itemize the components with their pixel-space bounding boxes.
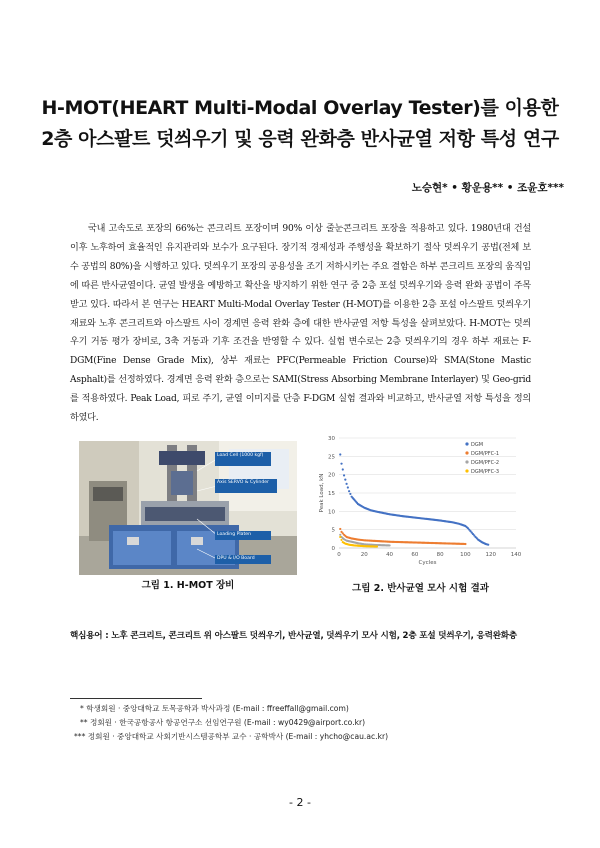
- h-mot-equipment-photo: [79, 441, 297, 575]
- data-point-dgm: [339, 453, 341, 455]
- footnote-divider: [70, 698, 202, 699]
- data-point-dgm: [343, 474, 345, 476]
- legend-marker: [465, 451, 468, 454]
- footnote-3: *** 정회원 · 중앙대학교 사회기반시스템공학부 교수 · 공학박사 (E-mail : yhcho@cau.ac.kr): [74, 732, 389, 741]
- footnote-2: ** 정회원 · 한국공항공사 항공연구소 선임연구원 (E-mail : wy0429@airport.co.kr): [80, 718, 366, 727]
- reflective-crack-chart: [303, 430, 528, 574]
- photo-label-load-cell: Load Cell (1000 kgf): [217, 453, 264, 458]
- data-point-dgm: [347, 486, 349, 488]
- photo-label-servo: Axis SERVO & Cylinder: [217, 480, 269, 485]
- x-tick-label: 120: [485, 552, 496, 558]
- y-tick-label: 25: [328, 454, 335, 461]
- paper-title-line-1: H-MOT(HEART Multi-Modal Overlay Tester)를 이용한: [41, 97, 559, 119]
- data-point-dgm-pfc-2: [388, 544, 390, 546]
- x-tick-label: 100: [460, 552, 471, 558]
- x-tick-label: 40: [386, 552, 394, 558]
- paper-title-line-2: 2층 아스팔트 덧씌우기 및 응력 완화층 반사균열 저항 특성 연구: [41, 128, 559, 150]
- legend-label: DGM/PFC-2: [471, 460, 500, 466]
- y-tick-label: 5: [331, 527, 335, 534]
- legend-marker: [465, 469, 468, 472]
- y-tick-label: 15: [328, 491, 335, 497]
- data-point-dgm: [348, 490, 350, 492]
- data-point-dgm: [342, 468, 344, 470]
- x-tick-label: 0: [337, 552, 341, 558]
- figure-2-caption: 그림 2. 반사균열 모사 시험 결과: [352, 583, 489, 594]
- data-point-dgm: [345, 483, 347, 485]
- photo-label-loading-platen: Loading Platen: [217, 532, 251, 537]
- x-axis-label: Cycles: [418, 560, 437, 566]
- author-list: 노승현* • 황운용** • 조윤호***: [411, 182, 564, 194]
- photo-label-dpu: DPU & I/O Board: [217, 556, 255, 561]
- y-tick-label: 20: [328, 472, 335, 479]
- abstract: 국내 고속도로 포장의 66%는 콘크리트 포장이며 90% 이상 줄눈콘크리트 포장을 적용하고 있다. 1980년대 건설 이후 노후하여 효율적인 유지관리와 보수가 요구된다. 장기적 경제성과 주행성을 확보하기 절삭 덧씌우기 공법(전체 보수 공법의 80%)을 시행하고 있다. 덧씌우기 포장의 공용성을 조기 저하시키는 주요 결함은 하부 콘크리트 포장의 움직임에 따른 반사균열이다. 균열 발생을 예방하고 확산을 방지하기 위한 연구 중 2층 포설 덧씌우기와 응력 완화 공법이 주목받고 있다. 따라서 본 연구는 HEART Multi-Modal Overlay Tester (H-MOT)를 이용한 2층 포설 아스팔트 덧씌우기 재료와 노후 콘크리트와 아스팔트 사이 경계면 응력 완화 층에 대한 반사균열 저항 특성을 살펴보았다. H-MOT는 덧씌우기 거동 평가 장비로, 3축 거동과 기후 조건을 반영할 수 있다. 실험 변수로는 2층 덧씌우기의 경우 하부 재료는 F-DGM(Fine Dense Grade Mix), 상부 재료는 PFC(Permeable Friction Course)와 SMA(Stone Mastic Asphalt)를 선정하였다. 경계면 응력 완화 층으로는 SAMI(Stress Absorbing Membrane Interlayer) 및 Geo-grid를 적용하였다. Peak Load, 피로 주기, 균열 이미지를 단층 F-DGM 실험 결과와 비교하고, 반사균열 저항 특성을 정의하였다.: [70, 224, 531, 424]
- data-point-dgm-pfc-1: [339, 528, 341, 530]
- x-tick-label: 140: [510, 552, 522, 558]
- page-number: - 2 -: [289, 796, 311, 809]
- y-tick-label: 10: [328, 509, 335, 516]
- data-point-dgm: [340, 463, 342, 465]
- x-tick-label: 20: [360, 552, 368, 558]
- x-tick-label: 80: [436, 552, 444, 558]
- legend-marker: [465, 460, 468, 463]
- legend-label: DGM: [471, 442, 484, 448]
- data-point-dgm: [487, 544, 489, 546]
- equipment-photo-drawing: [79, 441, 297, 575]
- figure-1-caption: 그림 1. H-MOT 장비: [141, 580, 235, 591]
- legend-label: DGM/PFC-1: [471, 451, 500, 457]
- legend-marker: [465, 442, 468, 445]
- y-tick-label: 30: [328, 436, 335, 442]
- x-tick-label: 60: [411, 552, 419, 558]
- y-tick-label: 0: [331, 546, 335, 552]
- data-point-dgm-pfc-3: [376, 545, 378, 547]
- data-point-dgm: [349, 493, 351, 495]
- data-point-dgm-pfc-2: [339, 534, 341, 536]
- data-point-dgm: [344, 479, 346, 481]
- y-axis-label: Peak Load, kN: [319, 473, 325, 513]
- data-point-dgm-pfc-1: [464, 543, 466, 545]
- data-point-dgm-pfc-3: [339, 536, 341, 538]
- data-point-dgm-pfc-3: [340, 539, 342, 541]
- legend-label: DGM/PFC-3: [471, 469, 500, 475]
- footnote-1: * 학생회원 · 중앙대학교 토목공학과 박사과정 (E-mail : ffreeffall@gmail.com): [80, 704, 349, 713]
- keywords: 핵심용어 : 노후 콘크리트, 콘크리트 위 아스팔트 덧씌우기, 반사균열, 덧씌우기 모사 시험, 2층 포설 덧씌우기, 응력완화층: [70, 631, 517, 641]
